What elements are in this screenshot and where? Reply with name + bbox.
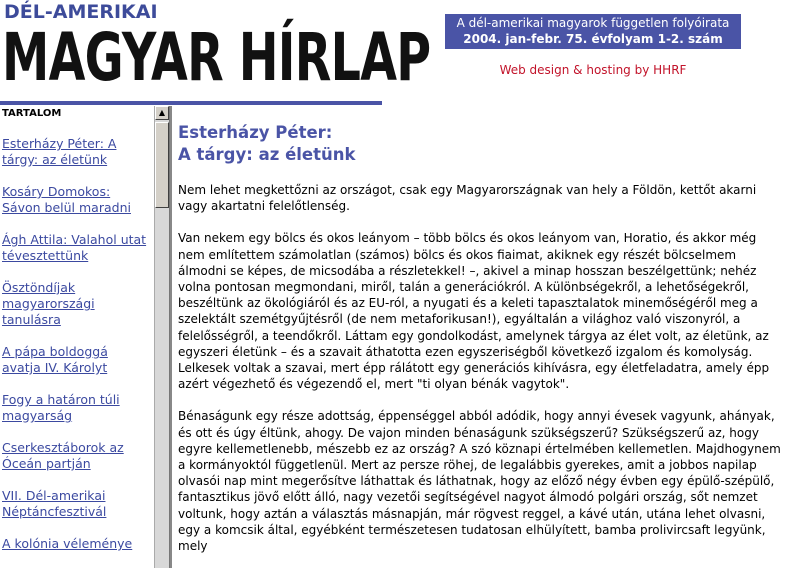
logo-title[interactable]: MAGYAR HÍRLAP — [2, 19, 431, 96]
toc-link[interactable]: A kolónia véleménye — [2, 536, 133, 551]
article-paragraph: Van nekem egy bölcs és okos leányom – több bölcs és okos leányom van, Horatio, és akkor még nem említettem számolatlan (számos) bölcs és okos fiaimat, akiknek egy részét bölcselmem álmodni se képes, de micsodába a részletekkel! –, akivel a minap hosszan beszélgettünk; nehéz volna pontosan megmondani, miről, talán a generációkról. A különbségekről, a lehetőségekről, beszéltünk az ökológiáról és az EU-ról, a nyugati és a keleti tapasztalatok minemőségéről meg a szelektált szemétgyűjtésről (de nem metaforikusan!), egyáltalán a világhoz való viszonyról, a felelősségről, a teendőkről. Láttam egy gondolkodást, amelynek tárgya az élet volt, az életünk, az egyszeri életünk – és a szavait áthatotta ezen egyszeriségből következő izgalom és komolyság. Lelkesek voltak a szavai, mert épp rálátott egy generációs kihívásra, egy életfeladatra, amely épp azért végezhető és végezendő el, mert "ti olyan bénák vagytok". — [178, 231, 770, 392]
toc-sidebar — [0, 106, 154, 568]
article-frame — [172, 106, 790, 568]
site-header — [0, 0, 790, 106]
toc-link[interactable]: Cserkesztáborok az Óceán partján — [2, 440, 124, 471]
logo-subtitle: DÉL-AMERIKAI — [4, 1, 158, 23]
issue-tagline: A dél-amerikai magyarok független folyóirata — [456, 16, 730, 30]
article-paragraph: Bénaságunk egy része adottság, éppenséggel abból adódik, hogy annyi évesek vagyunk, ahányak, és ott és úgy éltünk, ahogy. De vajon minden bénaságunk szükségszerű? Szükségszerű az, hogy egyre kellemetlenebb, mészebb ez az ország? A szó köznapi értelmében kellemetlen. Majdhogynem a kormányoktól függetlenül. Mert az persze röhej, de legalábbis gyerekes, amit a jobbos napilap olvasói nap mint megerősítve láthattak és láthatnak, hogy az előző négy évben egy épülő-szépülő, fantasztikus jövő előtt álló, nagy vezetői segítségével nagyot álmodó polgári ország, sőt nemzet voltunk, hogy aztán a választás másnapján, már rögvest reggel, a kávé után, utána lehet olvasni, egy a komcsik által, egyébként természetesen tudatosan elhülyített, bamba prolivircsaft legyünk, mely — [178, 409, 781, 554]
toc-link[interactable]: Fogy a határon túli magyarság — [2, 392, 120, 423]
article-heading: A tárgy: az életünk — [178, 145, 356, 164]
toc-link[interactable]: Kosáry Domokos: Sávon belül maradni — [2, 184, 131, 215]
toc-link[interactable]: A pápa boldoggá avatja IV. Károlyt — [2, 344, 108, 375]
article-body — [178, 182, 782, 568]
toc-link[interactable]: Ágh Attila: Valahol utat tévesztettünk — [2, 232, 147, 263]
toc-heading: TARTALOM — [2, 108, 62, 119]
issue-banner — [445, 14, 741, 49]
scrollbar-thumb[interactable] — [155, 122, 169, 208]
toc-link[interactable]: Ösztöndíjak magyarországi tanulásra — [2, 280, 95, 327]
scroll-up-arrow-icon[interactable]: ▲ — [155, 106, 169, 120]
toc-list — [2, 136, 150, 568]
article-title — [178, 122, 355, 166]
article-paragraph: Nem lehet megkettőzni az országot, csak egy Magyarországnak van hely a Földön, kettőt akarni vagy akartatni felelőtlenség. — [178, 183, 757, 214]
logo-underline — [0, 101, 382, 105]
toc-link[interactable]: Esterházy Péter: A tárgy: az életünk — [2, 136, 117, 167]
hosting-credit-link[interactable]: Web design & hosting by HHRF — [499, 63, 687, 77]
sidebar-scrollbar[interactable] — [154, 106, 170, 568]
toc-link[interactable]: VII. Dél-amerikai Néptáncfesztivál — [2, 488, 107, 519]
article-author: Esterházy Péter: — [178, 123, 333, 142]
issue-number: 2004. jan-febr. 75. évfolyam 1-2. szám — [463, 32, 723, 46]
